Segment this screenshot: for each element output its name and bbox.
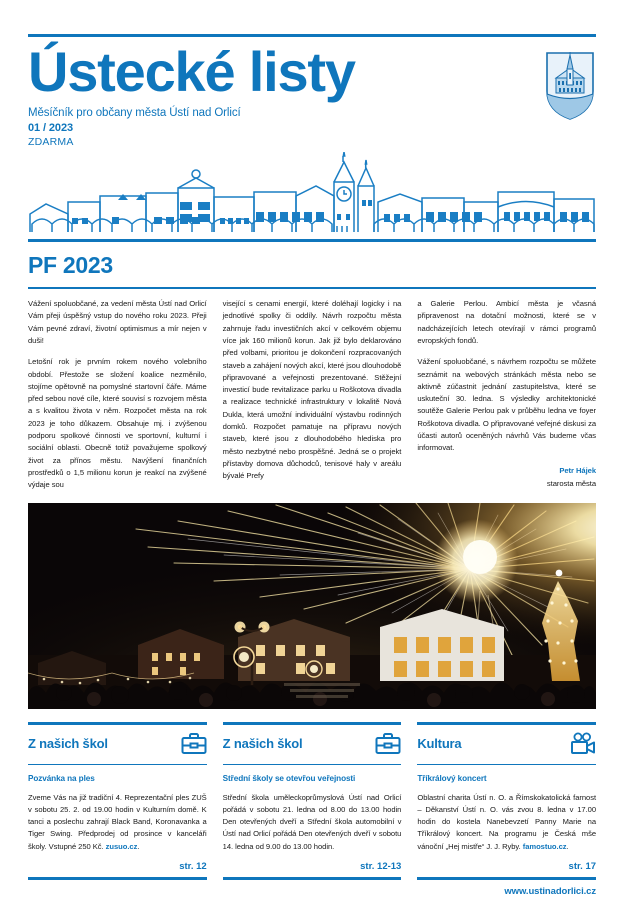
- teaser-body: [417, 792, 596, 855]
- teaser-card[interactable]: [223, 722, 402, 880]
- footer-website[interactable]: www.ustinadorlici.cz: [504, 885, 596, 897]
- teaser-subtitle: Pozvánka na ples: [28, 774, 95, 784]
- teaser-header: [223, 725, 402, 764]
- headline-rule: [28, 287, 596, 289]
- masthead-price: ZDARMA: [28, 136, 74, 149]
- briefcase-icon: [375, 732, 401, 756]
- teaser-body-tail: .: [137, 841, 140, 851]
- masthead-subtitle: Měsíčník pro občany města Ústí nad Orlicí: [28, 107, 241, 120]
- teaser-subtitle: Tříkrálový koncert: [417, 774, 487, 784]
- teaser-weblink[interactable]: zusuo.cz: [105, 841, 138, 851]
- city-coat-of-arms-icon: [544, 51, 596, 121]
- teaser-body-text: Oblastní charita Ústí n. O. a Římskokatolická farnost – Děkanství Ústí n. O. vás zvou 8. ledna v 17.00 hodin do kostela Nanebevzetí Panny Marie na Tříkrálový koncert. Na programu je Česká mše vánoční „Hej mistře“ J. J. Ryby.: [417, 793, 597, 851]
- masthead: [28, 37, 596, 148]
- town-skyline-illustration: [28, 152, 596, 238]
- article-paragraph: Vážení spoluobčané, za vedení města Ústí nad Orlicí Vám přeji úspěšný vstup do nového roku 2023. Přeji Vám pevné zdraví, životní optimismus a mír nejen v duši!: [28, 299, 207, 345]
- teaser-page-reference[interactable]: str. 17: [568, 860, 597, 872]
- article-paragraph: visející s cenami energií, které doléhají logicky i na jednotlivé spolky či oddíly. Návrh rozpočtu města zahrnuje řadu investičních akcí v celkovém objemu více jak 160 milionů korun. Jak již bylo deklarováno před volbami, prioritou je dokončení rozpracovaných staveb a zahájení nových akcí, které jsou dlouhodobě připravované a veřejnosti prezentované. Stěžejní investicí bude revitalizace parku u Roškotova divadla a realizace technické infrastruktury v lokalitě Nová Dukla, která umožní individuální výstavbu rodinných domků. Rozpočet pamatuje na přípravu nových staveb, které jsou z dlouhodobého hlediska pro město nezbytné nebo prospěšné. Jedná se o projekt přístavby domova důchodců, tenisové haly v areálu bývalé Prefy: [222, 299, 402, 481]
- teaser-header: [28, 725, 207, 764]
- article-column-3: [417, 298, 596, 491]
- teaser-category-label: Kultura: [417, 736, 462, 752]
- newspaper-front-page: [0, 34, 624, 924]
- skyline-bottom-rule: [28, 239, 596, 242]
- teaser-card[interactable]: [417, 722, 596, 880]
- teaser-page-reference[interactable]: str. 12: [179, 860, 207, 872]
- briefcase-icon: [181, 732, 207, 756]
- fireworks-photo: [28, 503, 596, 709]
- article-paragraph: Letošní rok je prvním rokem nového volebního období. Přestože se složení koalice nezměnilo, stojíme opětovně na pomyslné startovní čáře. Máme před sebou nové cíle, které souvisí s rozvojem města a s kvalitou života v něm. Rozpočet města na rok 2023 je toho důkazem. Obsahuje mj. i zvýšenou podporu spolkové činnosti ve sportovní, kulturní i sociální oblasti. Obecně totiž považujeme spolkový život za přínos městu. Navýšení finančních prostředků o 1,5 milionu korun je reakcí na zvýšené výdaje sou: [28, 357, 207, 490]
- article-paragraph: a Galerie Perlou. Ambicí města je včasná připravenost na dotační možnosti, které se v nadcházejících letech otevírají v rámci programů evropských fondů.: [417, 299, 597, 345]
- teaser-header: [417, 725, 596, 764]
- article-author-role: starosta města: [546, 478, 597, 488]
- teaser-body: [28, 792, 207, 855]
- page-title: Ústecké listy: [28, 40, 355, 103]
- teaser-body-text: Zveme Vás na již tradiční 4. Reprezentační ples ZUŠ v sobotu 25. 2. od 19.00 hodin v Kulturním domě. K tanci a poslechu zahrají Black Band, Koronavanka a Tiger Swing. Předprodej od prosince v kanceláři školy. Vstupné 250 Kč.: [28, 793, 207, 851]
- movie-camera-icon: [570, 732, 596, 756]
- teaser-subtitle: Střední školy se otevřou veřejnosti: [222, 774, 356, 784]
- teaser-body: [223, 792, 402, 855]
- article-column-2: [223, 298, 402, 491]
- teaser-bottom-rule: [28, 877, 207, 880]
- teaser-body-text: Střední škola uměleckoprůmyslová Ústí nad Orlicí pořádá v sobotu 21. ledna od 8.00 do 13.00 hodin Den otevřených dveří a Střední škola automobilní v Ústí nad Orlicí pořádá Den otevřených dveří v sobotu 14. ledna od 9.00 do 13.00 hodin.: [222, 793, 402, 851]
- teaser-mid-rule: [28, 764, 207, 766]
- masthead-issue-number: 01 / 2023: [28, 122, 73, 135]
- teaser-bottom-rule: [417, 877, 596, 880]
- teaser-page-reference[interactable]: str. 12-13: [360, 860, 402, 872]
- teaser-card[interactable]: [28, 722, 207, 880]
- teasers-section: [28, 722, 596, 880]
- teaser-mid-rule: [223, 764, 402, 766]
- teaser-category-label: Z našich škol: [28, 736, 108, 752]
- article-paragraph: Vážení spoluobčané, s návrhem rozpočtu se můžete seznámit na webových stránkách města nebo se aktivně zúčastnit jednání zastupitelstva, které se uskuteční 30. ledna. S výsledky architektonické soutěže Galerie Perlou pak v průběhu ledna ve foyer Roškotova divadla. O připravované veřejné diskusi za účasti autorů oceněných návrhů Vás budeme včas informovat.: [417, 357, 597, 453]
- article-columns: [28, 298, 596, 491]
- teaser-bottom-rule: [223, 877, 402, 880]
- teaser-body-tail: .: [566, 841, 569, 851]
- article-column-1: [28, 298, 207, 491]
- teaser-weblink[interactable]: famostuo.cz: [522, 841, 567, 851]
- teaser-category-label: Z našich škol: [222, 736, 303, 752]
- teaser-mid-rule: [417, 764, 596, 766]
- article-headline: PF 2023: [28, 252, 113, 279]
- article-author-name: Petr Hájek: [559, 465, 597, 475]
